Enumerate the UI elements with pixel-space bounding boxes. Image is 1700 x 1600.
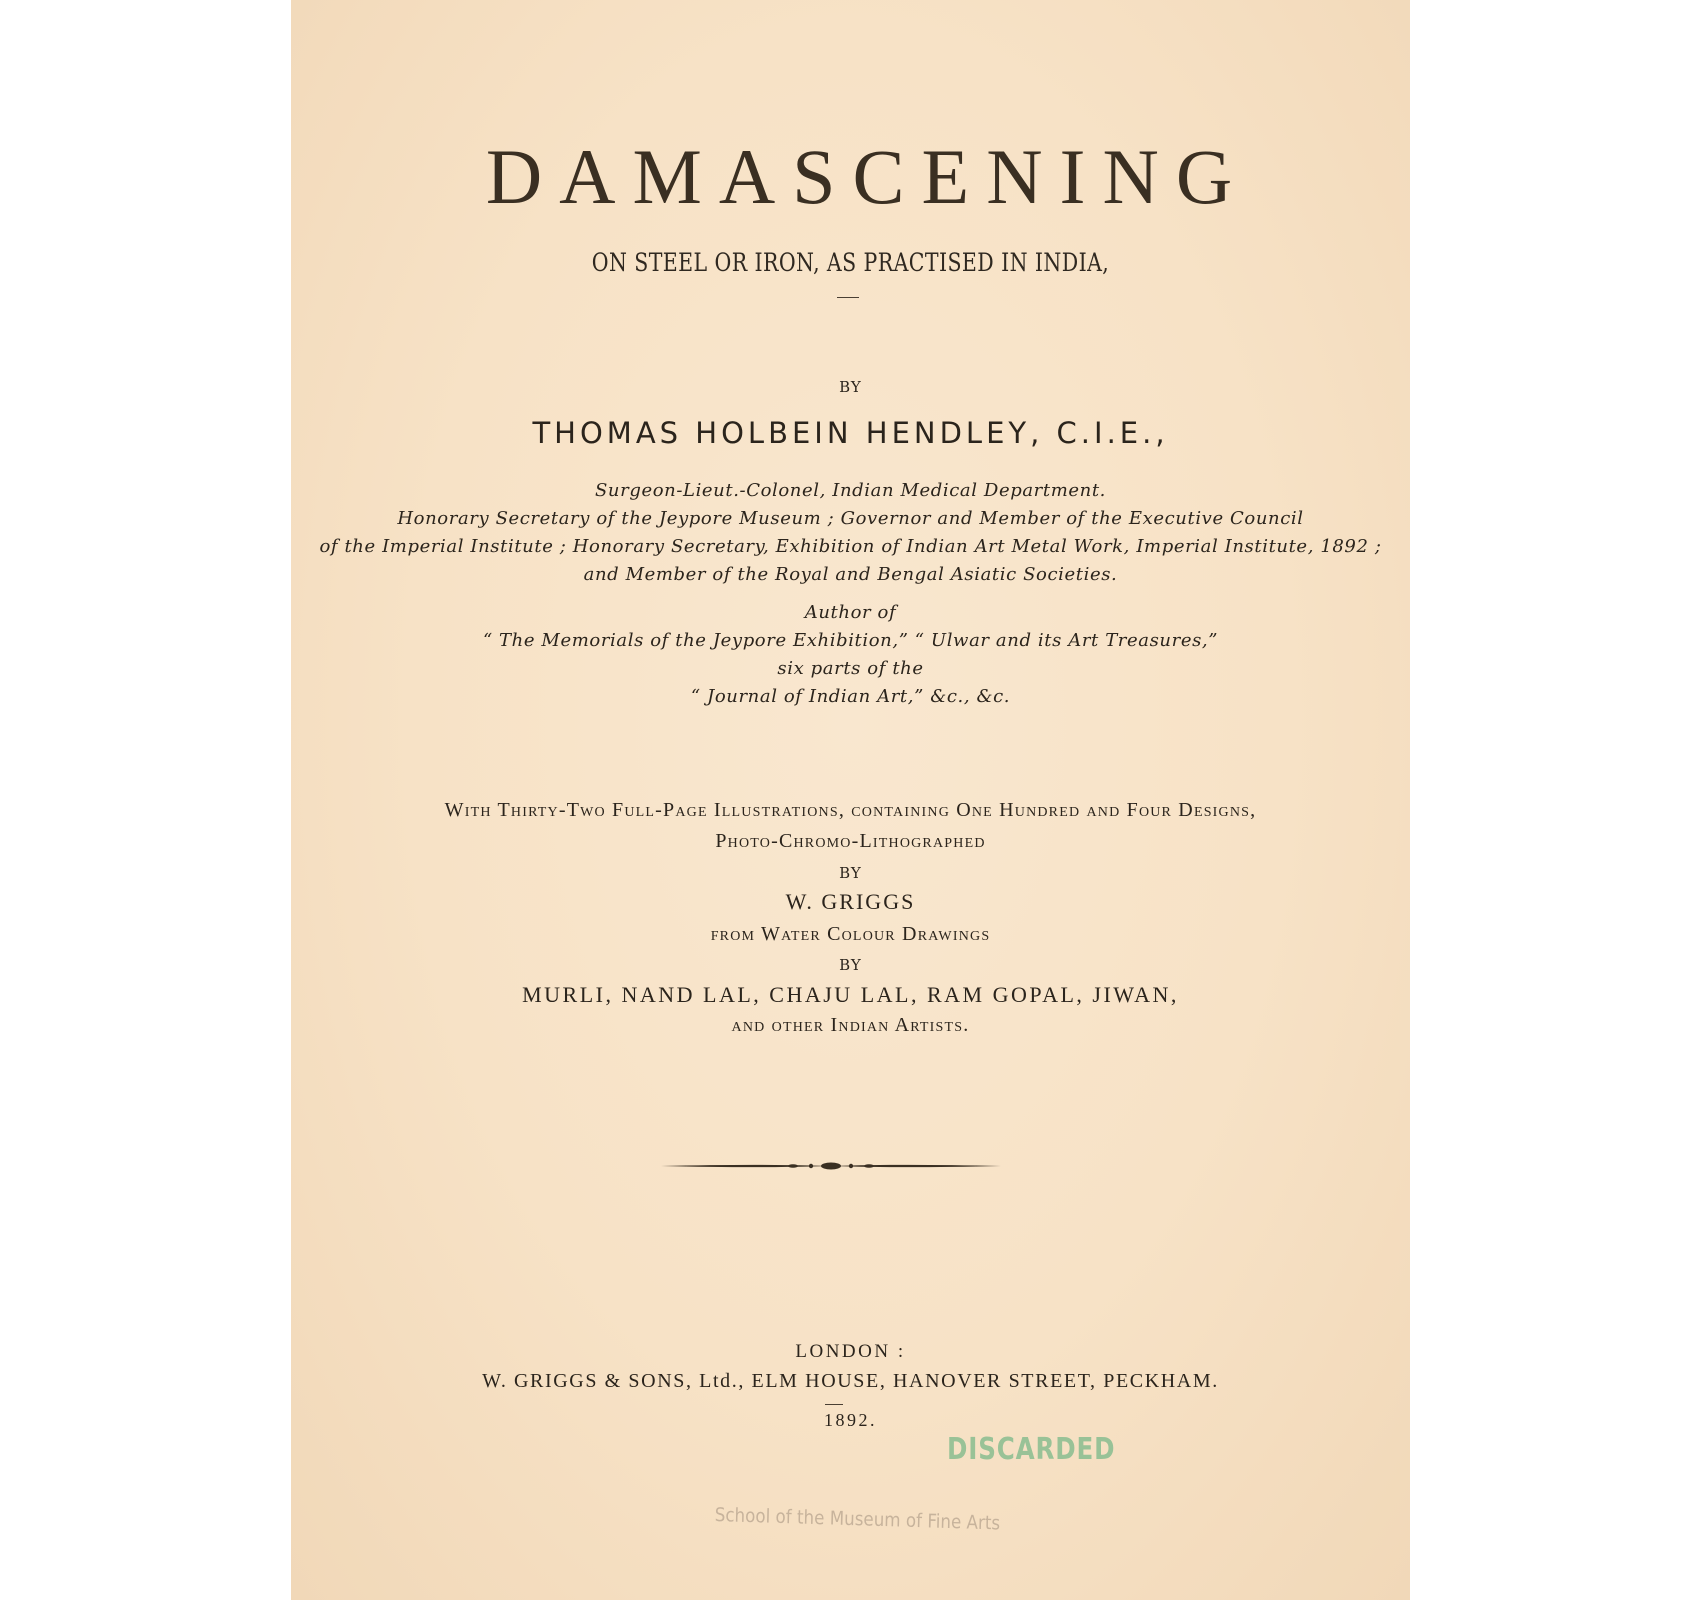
lithographer-name: W. GRIGGS bbox=[785, 889, 916, 914]
by-label-lithographer: BY bbox=[839, 864, 862, 882]
author-of-line-1: Author of bbox=[804, 602, 897, 623]
imprint-dash bbox=[825, 1404, 843, 1405]
credential-line-4: and Member of the Royal and Bengal Asiatic Societies. bbox=[583, 564, 1118, 585]
by-label-author: BY bbox=[839, 378, 862, 396]
book-subtitle: ON STEEL OR IRON, AS PRACTISED IN INDIA, bbox=[591, 248, 1110, 277]
author-of-line-4: “ Journal of Indian Art,” &c., &c. bbox=[690, 686, 1011, 707]
illustrations-line-2: Photo-Chromo-Lithographed bbox=[715, 830, 986, 852]
ornament-divider-icon bbox=[661, 1158, 1001, 1174]
imprint-publisher: W. GRIGGS & SONS, Ltd., ELM HOUSE, HANOVER STREET, PECKHAM. bbox=[482, 1370, 1219, 1392]
author-of-line-3: six parts of the bbox=[777, 658, 924, 679]
from-drawings: from Water Colour Drawings bbox=[710, 923, 991, 945]
library-watermark: School of the Museum of Fine Arts bbox=[714, 1504, 1001, 1535]
credential-line-3: of the Imperial Institute ; Honorary Secretary, Exhibition of Indian Art Metal Work, Imperial Institute, 1892 ; bbox=[319, 536, 1382, 557]
title-page bbox=[291, 0, 1410, 1600]
subtitle-dash bbox=[837, 297, 859, 298]
credential-line-1: Surgeon-Lieut.-Colonel, Indian Medical Department. bbox=[595, 480, 1106, 501]
author-name: THOMAS HOLBEIN HENDLEY, C.I.E., bbox=[532, 416, 1169, 450]
artists-names: MURLI, NAND LAL, CHAJU LAL, RAM GOPAL, JIWAN, bbox=[522, 982, 1179, 1007]
imprint-year: 1892. bbox=[824, 1410, 877, 1430]
other-artists: and other Indian Artists. bbox=[731, 1014, 970, 1036]
by-label-artists: BY bbox=[839, 956, 862, 974]
discarded-stamp: DISCARDED bbox=[947, 1432, 1116, 1467]
book-title: DAMASCENING bbox=[485, 133, 1250, 220]
imprint-city: LONDON : bbox=[795, 1341, 906, 1362]
credential-line-2: Honorary Secretary of the Jeypore Museum ; Governor and Member of the Executive Council bbox=[397, 508, 1304, 529]
author-of-line-2: “ The Memorials of the Jeypore Exhibition,” “ Ulwar and its Art Treasures,” bbox=[482, 630, 1219, 651]
illustrations-line-1: With Thirty-Two Full-Page Illustrations, containing One Hundred and Four Designs, bbox=[444, 799, 1257, 821]
